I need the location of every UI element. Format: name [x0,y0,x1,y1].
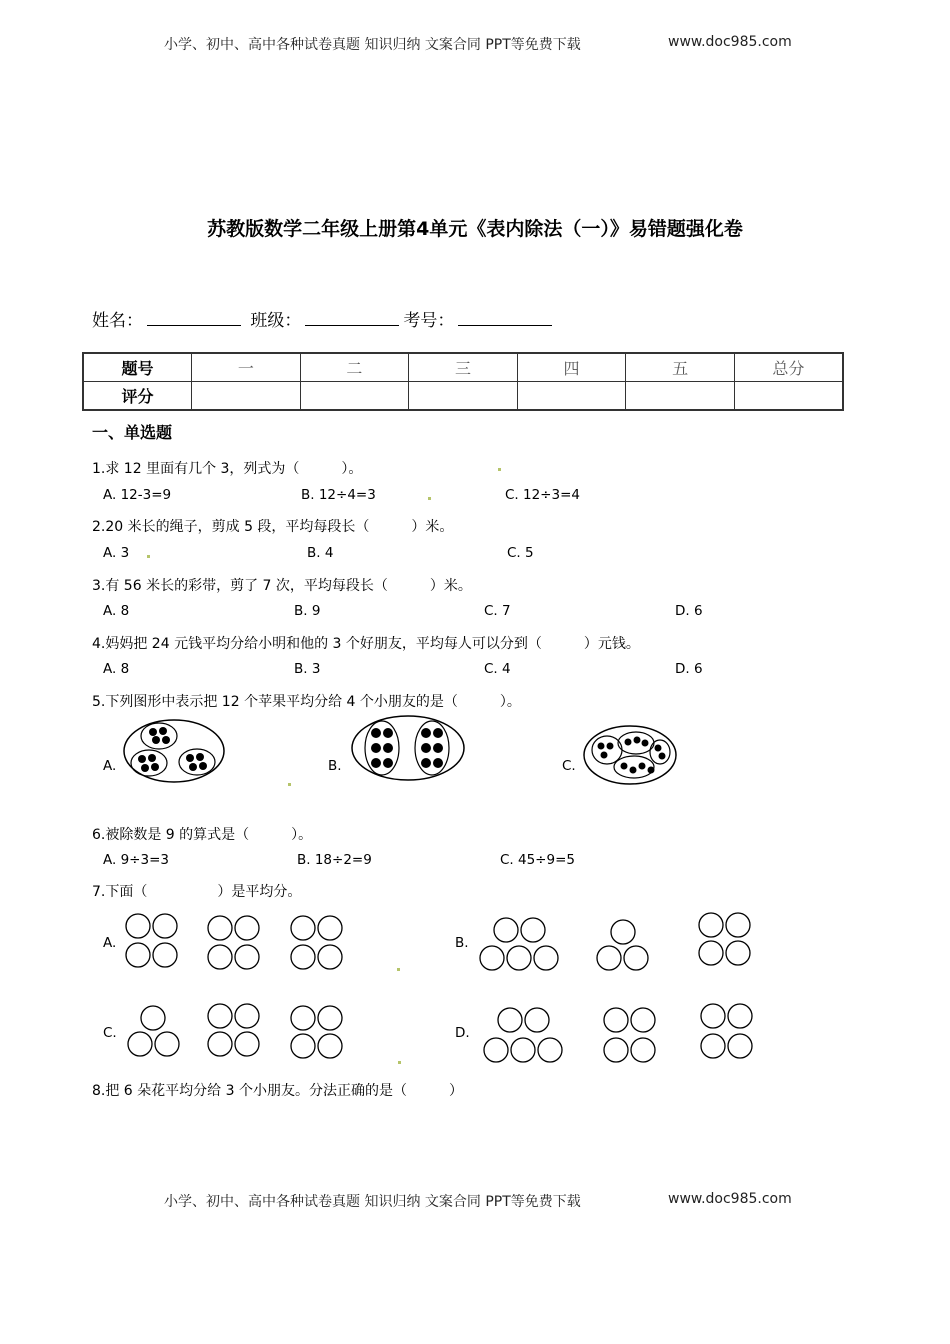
score-input-cell[interactable] [517,382,626,411]
question-8: 8.把 6 朵花平均分给 3 个小朋友。分法正确的是（ ） [92,1083,463,1099]
q7-figure-c [122,1000,362,1064]
q7-option-d[interactable]: D. [455,1025,470,1041]
score-input-cell[interactable] [192,382,301,411]
q7-figure-d [478,1000,768,1066]
score-value-row [83,382,843,411]
q5-figure-a [122,718,226,784]
score-cell: 四 [517,353,626,382]
q3-option-d[interactable]: D. 6 [675,603,703,619]
question-3: 3.有 56 米长的彩带，剪了 7 次，平均每段长（ ）米。 [92,578,472,594]
q4-option-a[interactable]: A. 8 [103,661,130,677]
q3-option-b[interactable]: B. 9 [294,603,321,619]
q1-option-a[interactable]: A. 12-3=9 [103,487,172,503]
speck [498,468,501,471]
score-input-cell[interactable] [626,382,735,411]
section-heading: 一、单选题 [92,423,173,442]
q5-option-b[interactable]: B. [328,758,342,774]
name-label: 姓名： [92,311,143,331]
page-title: 苏教版数学二年级上册第4单元《表内除法（一）》易错题强化卷 [207,218,743,240]
score-input-cell[interactable] [300,382,409,411]
q1-option-c[interactable]: C. 12÷3=4 [505,487,580,503]
question-4: 4.妈妈把 24 元钱平均分给小明和他的 3 个好朋友，平均每人可以分到（ ）元钱。 [92,636,640,652]
q4-option-d[interactable]: D. 6 [675,661,703,677]
q5-option-a[interactable]: A. [103,758,117,774]
header-site[interactable]: www.doc985.com [668,34,792,50]
score-header-row [83,353,843,382]
q5-figure-b [350,714,466,782]
score-input-cell[interactable] [734,382,843,411]
q5-figure-c [582,724,678,786]
score-row-label: 评分 [83,382,192,411]
q5-option-c[interactable]: C. [562,758,576,774]
score-cell: 总分 [734,353,843,382]
speck [147,555,150,558]
q2-option-b[interactable]: B. 4 [307,545,334,561]
q2-option-a[interactable]: A. 3 [103,545,130,561]
score-cell: 一 [192,353,301,382]
question-6: 6.被除数是 9 的算式是（ ）。 [92,827,313,843]
q7-option-c[interactable]: C. [103,1025,117,1041]
speck [288,783,291,786]
question-5: 5.下列图形中表示把 12 个苹果平均分给 4 个小朋友的是（ ）。 [92,694,521,710]
score-cell: 二 [300,353,409,382]
q4-option-c[interactable]: C. 4 [484,661,511,677]
question-7: 7.下面（ ）是平均分。 [92,884,302,900]
class-blank[interactable] [305,309,399,326]
speck [397,968,400,971]
student-info [92,306,556,331]
score-table [82,352,844,411]
q3-option-c[interactable]: C. 7 [484,603,511,619]
speck [428,497,431,500]
score-cell: 三 [409,353,518,382]
q6-option-a[interactable]: A. 9÷3=3 [103,852,169,868]
name-blank[interactable] [147,309,241,326]
score-input-cell[interactable] [409,382,518,411]
score-cell: 五 [626,353,735,382]
q6-option-c[interactable]: C. 45÷9=5 [500,852,575,868]
question-1: 1.求 12 里面有几个 3，列式为（ ）。 [92,461,363,477]
question-2: 2.20 米长的绳子，剪成 5 段，平均每段长（ ）米。 [92,519,454,535]
exam-blank[interactable] [458,309,552,326]
class-label: 班级： [250,311,302,331]
score-cell-label: 题号 [83,353,192,382]
q7-figure-b [474,910,764,972]
q3-option-a[interactable]: A. 8 [103,603,130,619]
q1-option-b[interactable]: B. 12÷4=3 [301,487,376,503]
q7-figure-a [120,910,360,972]
speck [398,1061,401,1064]
footer-text: 小学、初中、高中各种试卷真题 知识归纳 文案合同 PPT等免费下载 [164,1194,581,1210]
footer-site[interactable]: www.doc985.com [668,1191,792,1207]
q7-option-a[interactable]: A. [103,935,117,951]
q4-option-b[interactable]: B. 3 [294,661,321,677]
exam-label: 考号： [403,311,455,331]
q6-option-b[interactable]: B. 18÷2=9 [297,852,372,868]
header-text: 小学、初中、高中各种试卷真题 知识归纳 文案合同 PPT等免费下载 [164,37,581,53]
q2-option-c[interactable]: C. 5 [507,545,534,561]
q7-option-b[interactable]: B. [455,935,469,951]
